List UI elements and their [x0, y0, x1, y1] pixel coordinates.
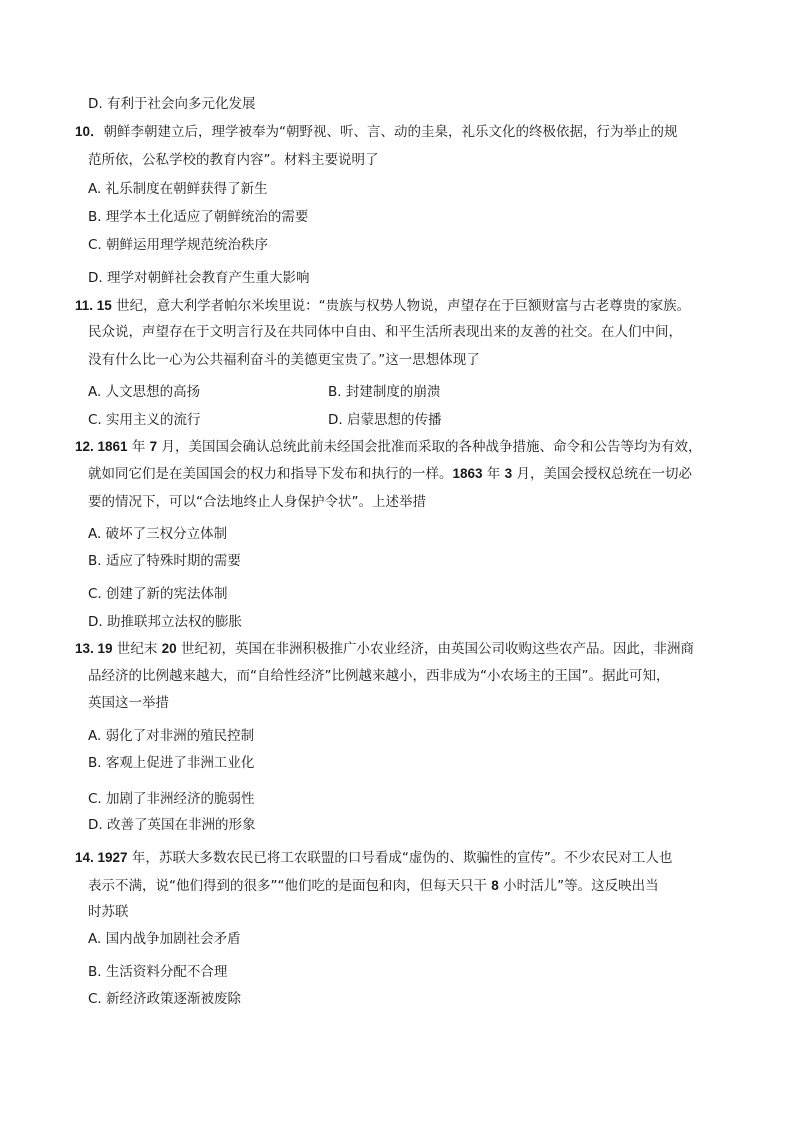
q12-text-2e: 月，美国会授权总统在一切必 — [512, 466, 692, 482]
q12-text-2c: 年 — [482, 466, 505, 482]
q12-text-2a: 就如同它们是在美国国会的权力和指导下发布和执行的一样。 — [88, 466, 453, 482]
q12-option-c: C. 创建了新的宪法体制 — [88, 586, 228, 602]
q10-option-d: D. 理学对朝鲜社会教育产生重大影响 — [88, 270, 310, 286]
q14-text-2c: 小时活儿”等。这反映出当 — [498, 878, 659, 894]
q14-text-1: 年，苏联大多数农民已将工农联盟的口号看成“虚伪的、欺骗性的宣传”。不少农民对工人也 — [127, 850, 673, 866]
q14-text-2b: 8 — [491, 878, 499, 893]
q11-stem-text-1: 世纪，意大利学者帕尔米埃里说：“贵族与权势人物说，声望存在于巨额财富与古老尊贵的家族。 — [111, 298, 691, 314]
q13-stem-line-3: 英国这一举措 — [88, 695, 169, 711]
q13-option-c: C. 加剧了非洲经济的脆弱性 — [88, 791, 255, 807]
q10-stem-line-1 — [75, 122, 678, 142]
q13-text-1b: 20 — [161, 641, 177, 656]
q10-number: 10． — [75, 124, 104, 139]
q12-text-1c: 月，美国国会确认总统此前未经国会批准而采取的各种战争措施、命令和公告等均为有效， — [157, 439, 702, 455]
q13-option-a: A. 弱化了对非洲的殖民控制 — [88, 728, 255, 744]
q14-option-a: A. 国内战争加剧社会矛盾 — [88, 931, 241, 947]
q11-number: 11. 15 — [75, 298, 112, 313]
q13-option-b: B. 客观上促进了非洲工业化 — [88, 755, 255, 771]
q11-stem-line-1 — [75, 296, 690, 316]
prev-option-d: D. 有利于社会向多元化发展 — [88, 96, 256, 112]
q10-option-c: C. 朝鲜运用理学规范统治秩序 — [88, 237, 269, 253]
q11-stem-line-3: 没有什么比一心为公共福利奋斗的美德更宝贵了。”这一思想体现了 — [88, 352, 480, 368]
q11-option-a: A. 人文思想的高扬 — [88, 384, 201, 400]
q12-text-2b: 1863 — [452, 466, 483, 481]
q12-stem-line-1 — [75, 437, 701, 457]
q14-option-c: C. 新经济政策逐渐被废除 — [88, 991, 242, 1007]
q14-stem-line-3: 时苏联 — [88, 904, 129, 920]
q12-text-1b: 7 — [149, 439, 158, 454]
q12-option-b: B. 适应了特殊时期的需要 — [88, 553, 241, 569]
q10-stem-line-2: 范所依，公私学校的教育内容”。材料主要说明了 — [88, 152, 379, 168]
q12-text-2d: 3 — [504, 466, 513, 481]
q13-stem-line-2: 品经济的比例越来越大，而“自给性经济”比例越来越小，西非成为“小农场主的王国”。据此可知， — [88, 668, 670, 684]
q10-option-a: A. 礼乐制度在朝鲜获得了新生 — [88, 181, 268, 197]
q13-number: 13. 19 — [75, 641, 113, 656]
q14-text-2a: 表示不满，说“他们得到的很多”“他们吃的是面包和肉，但每天只干 — [88, 878, 492, 894]
q11-option-d: D. 启蒙思想的传播 — [328, 412, 442, 428]
q13-text-1a: 世纪末 — [112, 641, 162, 657]
q13-option-d: D. 改善了英国在非洲的形象 — [88, 817, 256, 833]
q11-option-c: C. 实用主义的流行 — [88, 412, 201, 428]
q12-stem-line-2 — [88, 464, 692, 484]
q12-option-d: D. 助推联邦立法权的膨胀 — [88, 614, 242, 630]
q12-number: 12. 1861 — [75, 439, 128, 454]
q14-option-b: B. 生活资料分配不合理 — [88, 964, 228, 980]
q13-text-1c: 世纪初，英国在非洲积极推广小农业经济，由英国公司收购这些农产品。因此，非洲商 — [176, 641, 694, 657]
q12-option-a: A. 破坏了三权分立体制 — [88, 526, 228, 542]
q12-stem-line-3: 要的情况下，可以“合法地终止人身保护令状”。上述举措 — [88, 494, 426, 510]
q10-stem-text-1: 朝鲜李朝建立后，理学被奉为“朝野视、听、言、动的圭臬，礼乐文化的终极依据，行为举止的规 — [103, 124, 678, 140]
q10-option-b: B. 理学本土化适应了朝鲜统治的需要 — [88, 209, 309, 225]
q11-stem-line-2: 民众说，声望存在于文明言行及在共同体中自由、和平生活所表现出来的友善的社交。在人们中间， — [88, 324, 682, 340]
q14-number: 14. 1927 — [75, 850, 128, 865]
q12-text-1a: 年 — [127, 439, 150, 455]
q13-stem-line-1 — [75, 639, 694, 659]
q14-stem-line-1 — [75, 848, 672, 868]
q11-option-b: B. 封建制度的崩溃 — [328, 384, 441, 400]
q14-stem-line-2 — [88, 876, 659, 896]
